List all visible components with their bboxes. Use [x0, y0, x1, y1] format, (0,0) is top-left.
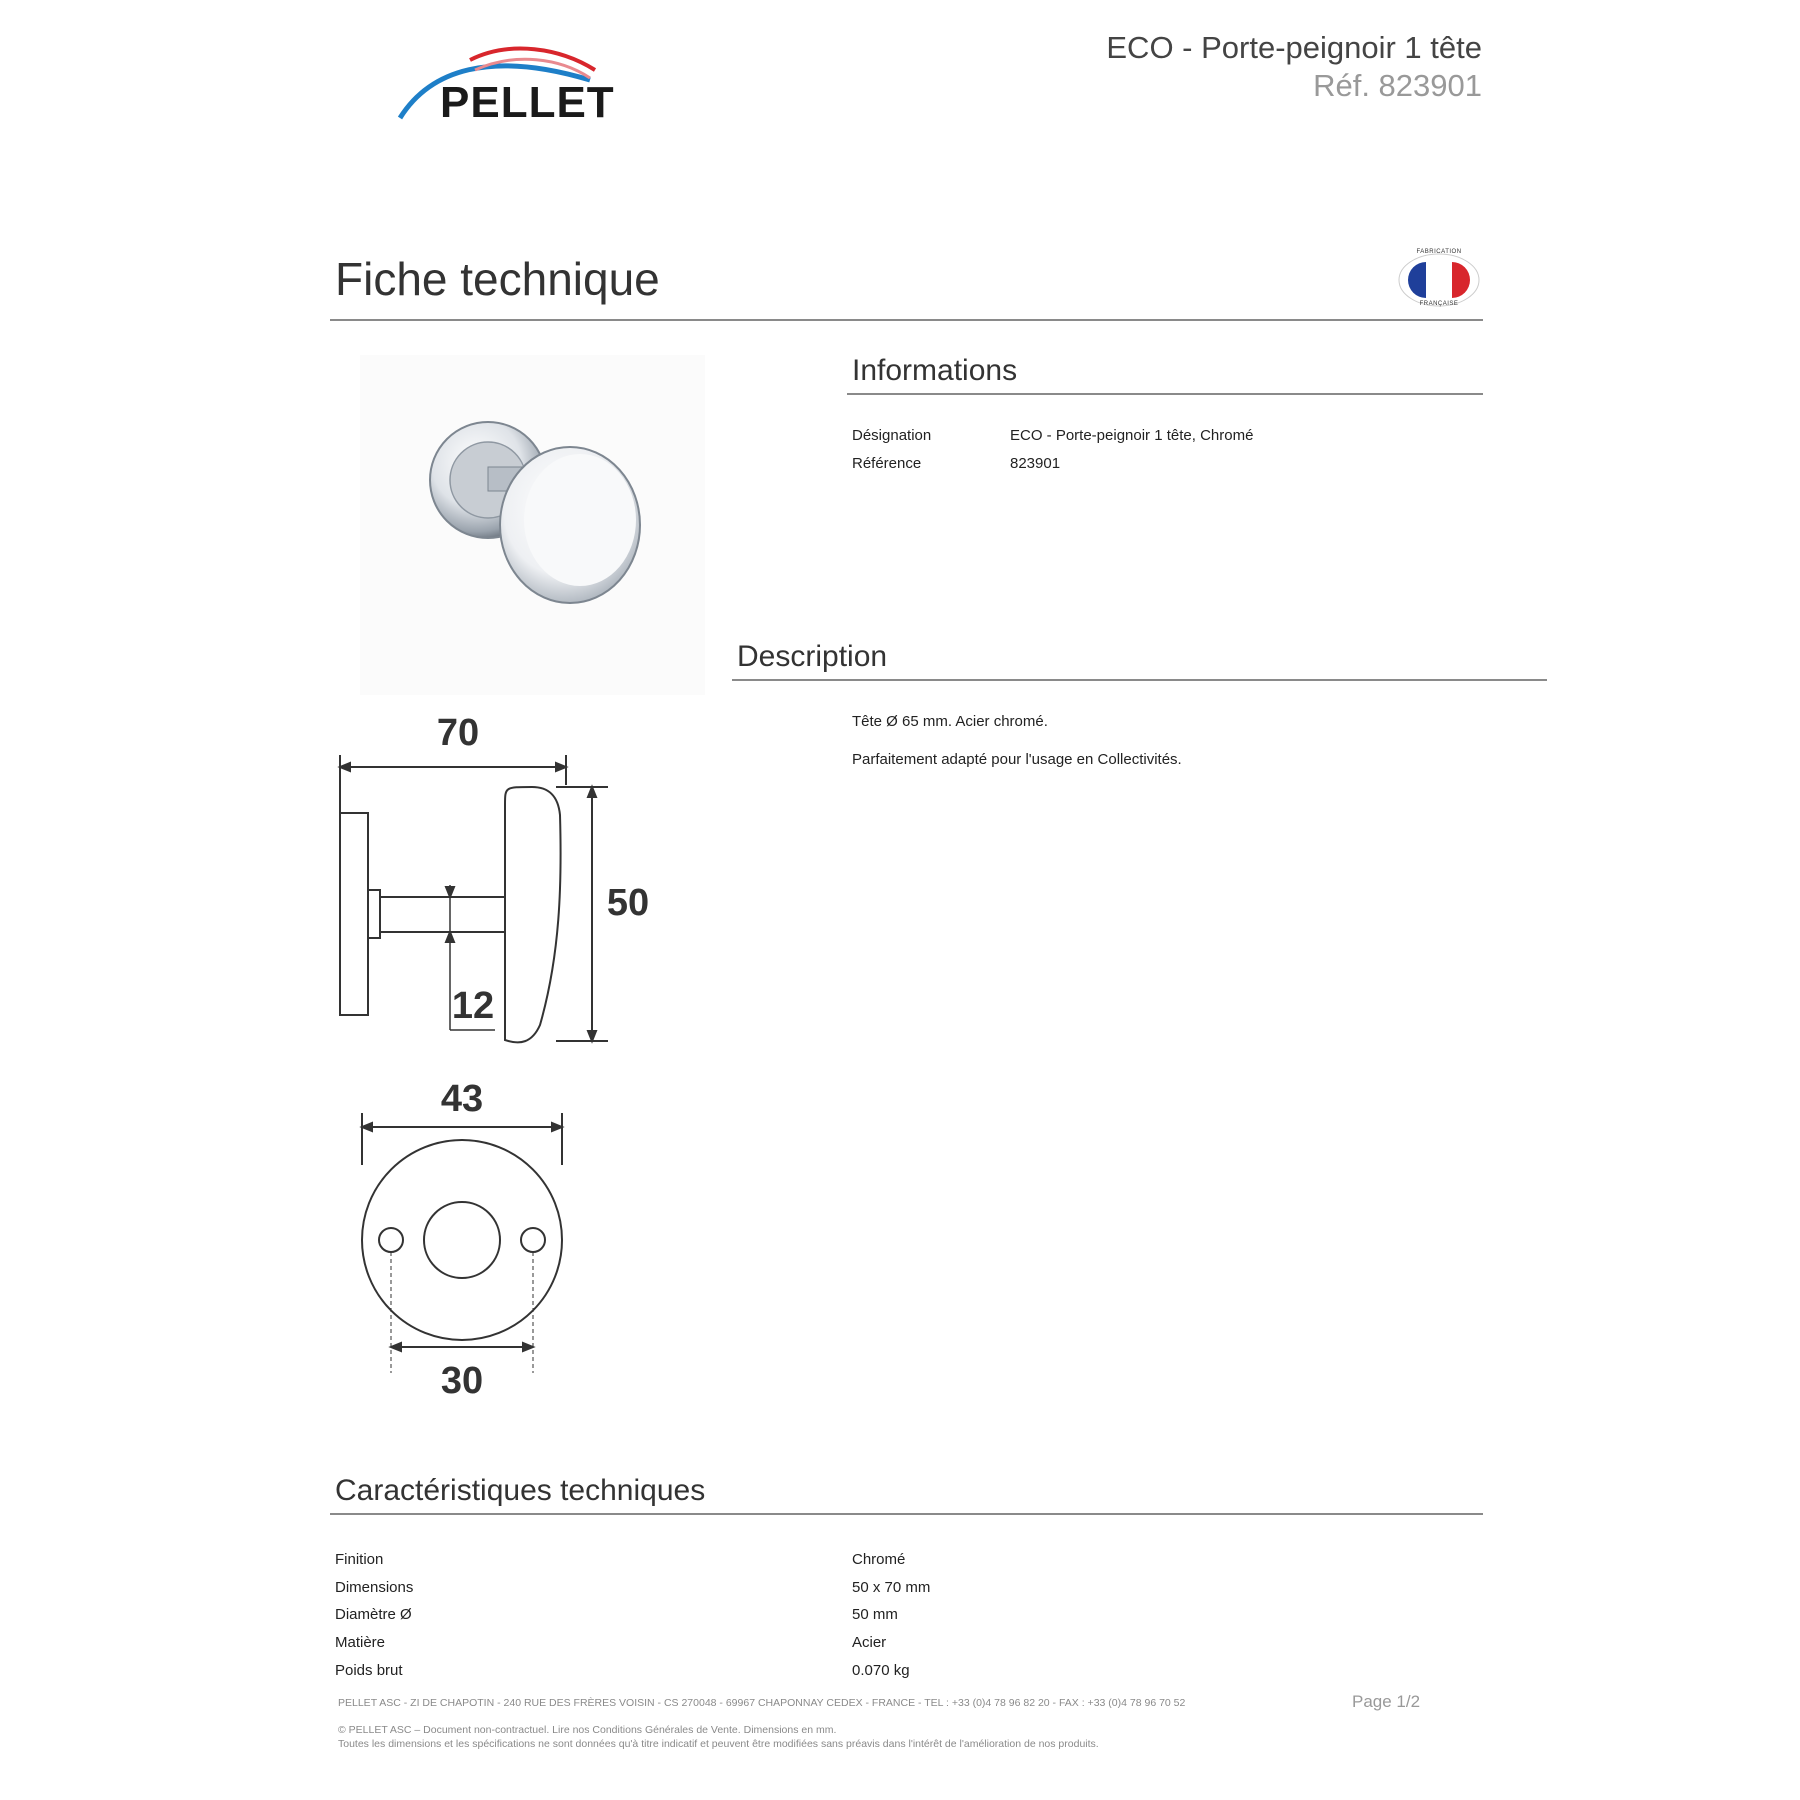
- spec-label: Finition: [335, 1551, 384, 1568]
- front-view-drawing: [340, 1075, 600, 1415]
- dimension-diameter-label: 43: [440, 1078, 484, 1120]
- spec-value: Chromé: [852, 1551, 906, 1568]
- spec-label: Diamètre Ø: [335, 1606, 412, 1623]
- spec-value: Acier: [852, 1634, 887, 1651]
- fabrication-francaise-badge: [1396, 249, 1482, 308]
- badge-bottom-text: FRANÇAISE: [1419, 301, 1459, 307]
- page-title: Fiche technique: [335, 253, 660, 305]
- footer-address: PELLET ASC - ZI DE CHAPOTIN - 240 RUE DES FRÈRES VOISIN - CS 270048 - 69967 CHAPONNAY CEDEX - FRANCE - TEL : +33 (0)4 78 96 82 20 - FAX : +33 (0)4 78 96 70 52: [338, 1697, 1186, 1709]
- product-title: ECO - Porte-peignoir 1 tête: [1106, 30, 1482, 65]
- dimension-width-label: 70: [436, 715, 480, 754]
- spec-value: 50 mm: [852, 1606, 898, 1623]
- info-label: Référence: [852, 455, 922, 472]
- spec-label: Matière: [335, 1634, 386, 1651]
- product-reference: Réf. 823901: [1313, 68, 1482, 103]
- caracteristiques-heading: Caractéristiques techniques: [335, 1474, 706, 1507]
- title-divider: [330, 319, 1483, 321]
- dimension-height-label: 50: [606, 882, 650, 924]
- description-line: Parfaitement adapté pour l'usage en Collectivités.: [852, 751, 1182, 768]
- info-value: ECO - Porte-peignoir 1 tête, Chromé: [1010, 427, 1254, 444]
- description-line: Tête Ø 65 mm. Acier chromé.: [852, 713, 1048, 730]
- description-divider: [732, 679, 1547, 681]
- info-value: 823901: [1010, 455, 1061, 472]
- dimension-shaft-label: 12: [451, 985, 495, 1027]
- flag-icon: [1396, 252, 1482, 308]
- side-view-drawing: [330, 715, 650, 1045]
- dimension-holes-label: 30: [440, 1360, 484, 1402]
- brand-name: PELLET: [440, 78, 615, 127]
- page-number: Page 1/2: [1352, 1692, 1421, 1711]
- footer-legal-2: Toutes les dimensions et les spécifications ne sont données qu'à titre indicatif et peuvent être modifiées sans préavis dans l'intérêt de l'amélioration de nos produits.: [338, 1738, 1099, 1750]
- badge-top-text: FABRICATION: [1416, 249, 1462, 255]
- informations-heading: Informations: [852, 354, 1018, 387]
- footer-legal-1: © PELLET ASC – Document non-contractuel. Lire nos Conditions Générales de Vente. Dimensions en mm.: [338, 1724, 837, 1736]
- description-heading: Description: [737, 640, 888, 673]
- product-photo: [360, 355, 705, 695]
- spec-label: Dimensions: [335, 1579, 414, 1596]
- pellet-logo: [390, 40, 640, 130]
- spec-label: Poids brut: [335, 1662, 403, 1679]
- spec-value: 0.070 kg: [852, 1662, 910, 1679]
- informations-divider: [847, 393, 1483, 395]
- spec-value: 50 x 70 mm: [852, 1579, 931, 1596]
- caracteristiques-divider: [330, 1513, 1483, 1515]
- info-label: Désignation: [852, 427, 932, 444]
